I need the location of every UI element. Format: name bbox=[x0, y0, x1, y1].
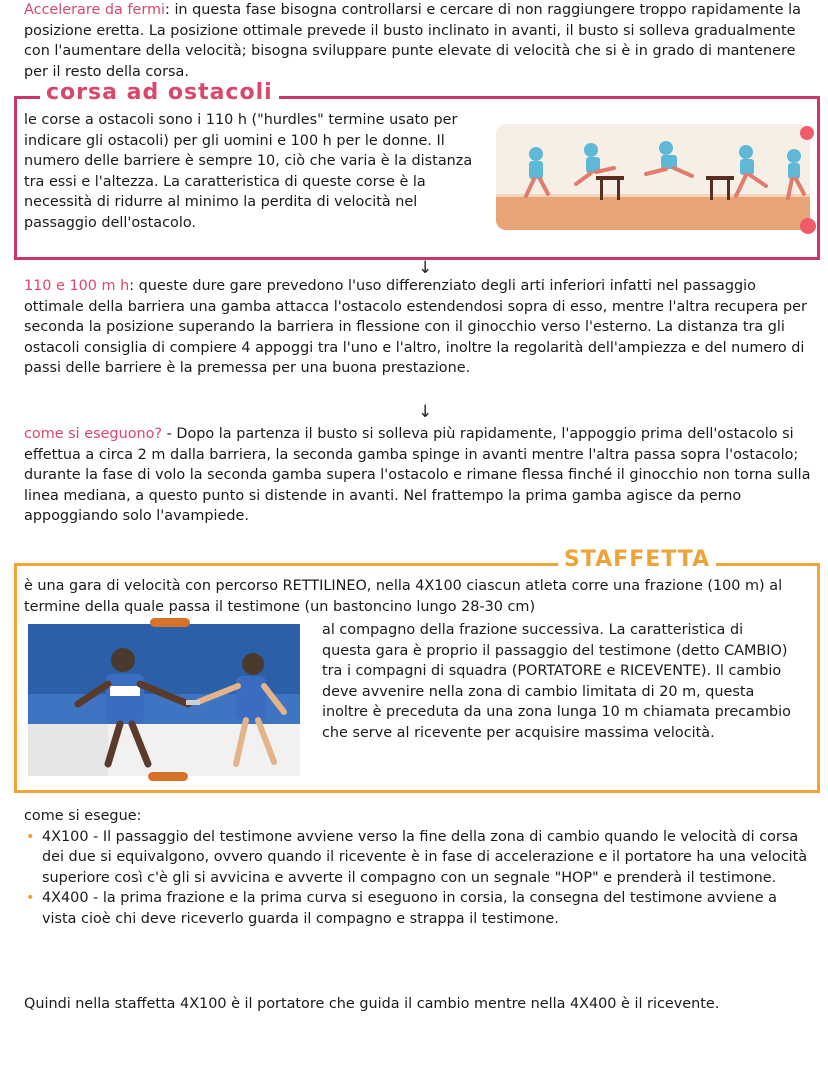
section-110-text: : queste dure gare prevedono l'uso differenziato degli arti inferiori infatti nel passaggio ottimale della barriera una gamba attacca l'ostacolo estendendosi sopra di esso, mentre l'altra recupera per seconda la posizione superando la barriera in flessione con il ginocchio verso l'esterno. La distanza tra gli ostacoli consiglia di compiere 4 appoggi tra l'uno e l'altro, inoltre la regolarità dell'ampiezza e del numero di passi delle barriere è la premessa per una buona prestazione. bbox=[24, 278, 807, 376]
how-text: - Dopo la partenza il busto si solleva più rapidamente, l'appoggio prima dell'ostacolo si effettua a circa 2 m dalla barriera, la seconda gamba spinge in avanti mentre l'altra passa sopra l'ostacolo; durante la fase di volo la seconda gamba supera l'ostacolo e rimane flessa finché il ginocchio non torna sulla linea mediana, a questo punto si distende in avanti. Nel frattempo la prima gamba agisce da perno appoggiando solo l'avampiede. bbox=[24, 426, 811, 524]
intro-title: Accelerare da fermi bbox=[24, 2, 166, 18]
execution-section bbox=[24, 806, 814, 929]
relay-top-paragraph: è una gara di velocità con percorso RETTILINEO, nella 4X100 ciascun atleta corre una frazione (100 m) al termine della quale passa il testimone (un bastoncino lungo 28-30 cm) bbox=[24, 578, 783, 615]
execution-item-4x400: • 4X400 - la prima frazione e la prima curva si eseguono in corsia, la consegna del testimone avviene a vista cioè chi deve riceverlo guarda il compagno e strappa il testimone. bbox=[42, 888, 814, 929]
relay-title: STAFFETTA bbox=[558, 550, 716, 571]
relay-top-text bbox=[24, 576, 794, 617]
intro-text: : in questa fase bisogna controllarsi e cercare di non raggiungere troppo rapidamente la posizione eretta. La posizione ottimale prevede il busto inclinato in avanti, il busto si solleva gradualmente con l'aumentare della velocità; bisogna sviluppare punte elevate di velocità che si è in grado di mantenere per il resto della corsa. bbox=[24, 2, 801, 80]
conclusion-paragraph bbox=[24, 994, 814, 1015]
hurdles-dot-top-icon bbox=[800, 126, 814, 140]
down-arrow-icon: ↓ bbox=[418, 258, 433, 278]
relay-image-marker-bottom bbox=[148, 772, 188, 781]
how-paragraph bbox=[24, 424, 814, 527]
hurdles-text bbox=[24, 110, 474, 233]
hurdles-paragraph: le corse a ostacoli sono i 110 h ("hurdles" termine usato per indicare gli ostacoli) per gli uomini e 100 h per le donne. Il numero delle barriere è sempre 10, ciò che varia è la distanza tra essi e l'altezza. La caratteristica di queste corse è la necessità di ridurre al minimo la perdita di velocità nel passaggio dell'ostacolo. bbox=[24, 112, 473, 231]
hurdles-title: corsa ad ostacoli bbox=[40, 83, 279, 104]
section-110-paragraph bbox=[24, 276, 814, 379]
relay-side-text bbox=[322, 620, 792, 743]
hurdles-dot-icon bbox=[800, 218, 816, 234]
section-110-title: 110 e 100 m h bbox=[24, 278, 130, 294]
relay-side-paragraph: al compagno della frazione successiva. La caratteristica di questa gara è proprio il passaggio del testimone (detto CAMBIO) tra i compagni di squadra (PORTATORE e RICEVENTE). Il cambio deve avvenire nella zona di cambio limitata di 20 m, questa inoltre è preceduta da una zona lunga 10 m chiamata precambio che serve al ricevente per acquisire massima velocità. bbox=[322, 622, 791, 741]
relay-image bbox=[28, 624, 300, 776]
execution-list bbox=[24, 827, 814, 930]
relay-image-marker-top bbox=[150, 618, 190, 627]
how-title: come si eseguono? bbox=[24, 426, 163, 442]
execution-title: come si esegue: bbox=[24, 808, 142, 824]
conclusion-text: Quindi nella staffetta 4X100 è il portatore che guida il cambio mentre nella 4X400 è il ricevente. bbox=[24, 996, 720, 1012]
down-arrow-2-icon: ↓ bbox=[418, 402, 433, 422]
intro-paragraph bbox=[24, 0, 814, 82]
hurdles-image bbox=[496, 124, 810, 230]
execution-item-4x100: • 4X100 - Il passaggio del testimone avviene verso la fine della zona di cambio quando le velocità di corsa dei due si equivalgono, ovvero quando il ricevente è in fase di accelerazione e il portatore ha una velocità superiore così c'è gli si avvicina e avverte il compagno con un segnale "HOP" e prenderà il testimone. bbox=[42, 827, 814, 889]
